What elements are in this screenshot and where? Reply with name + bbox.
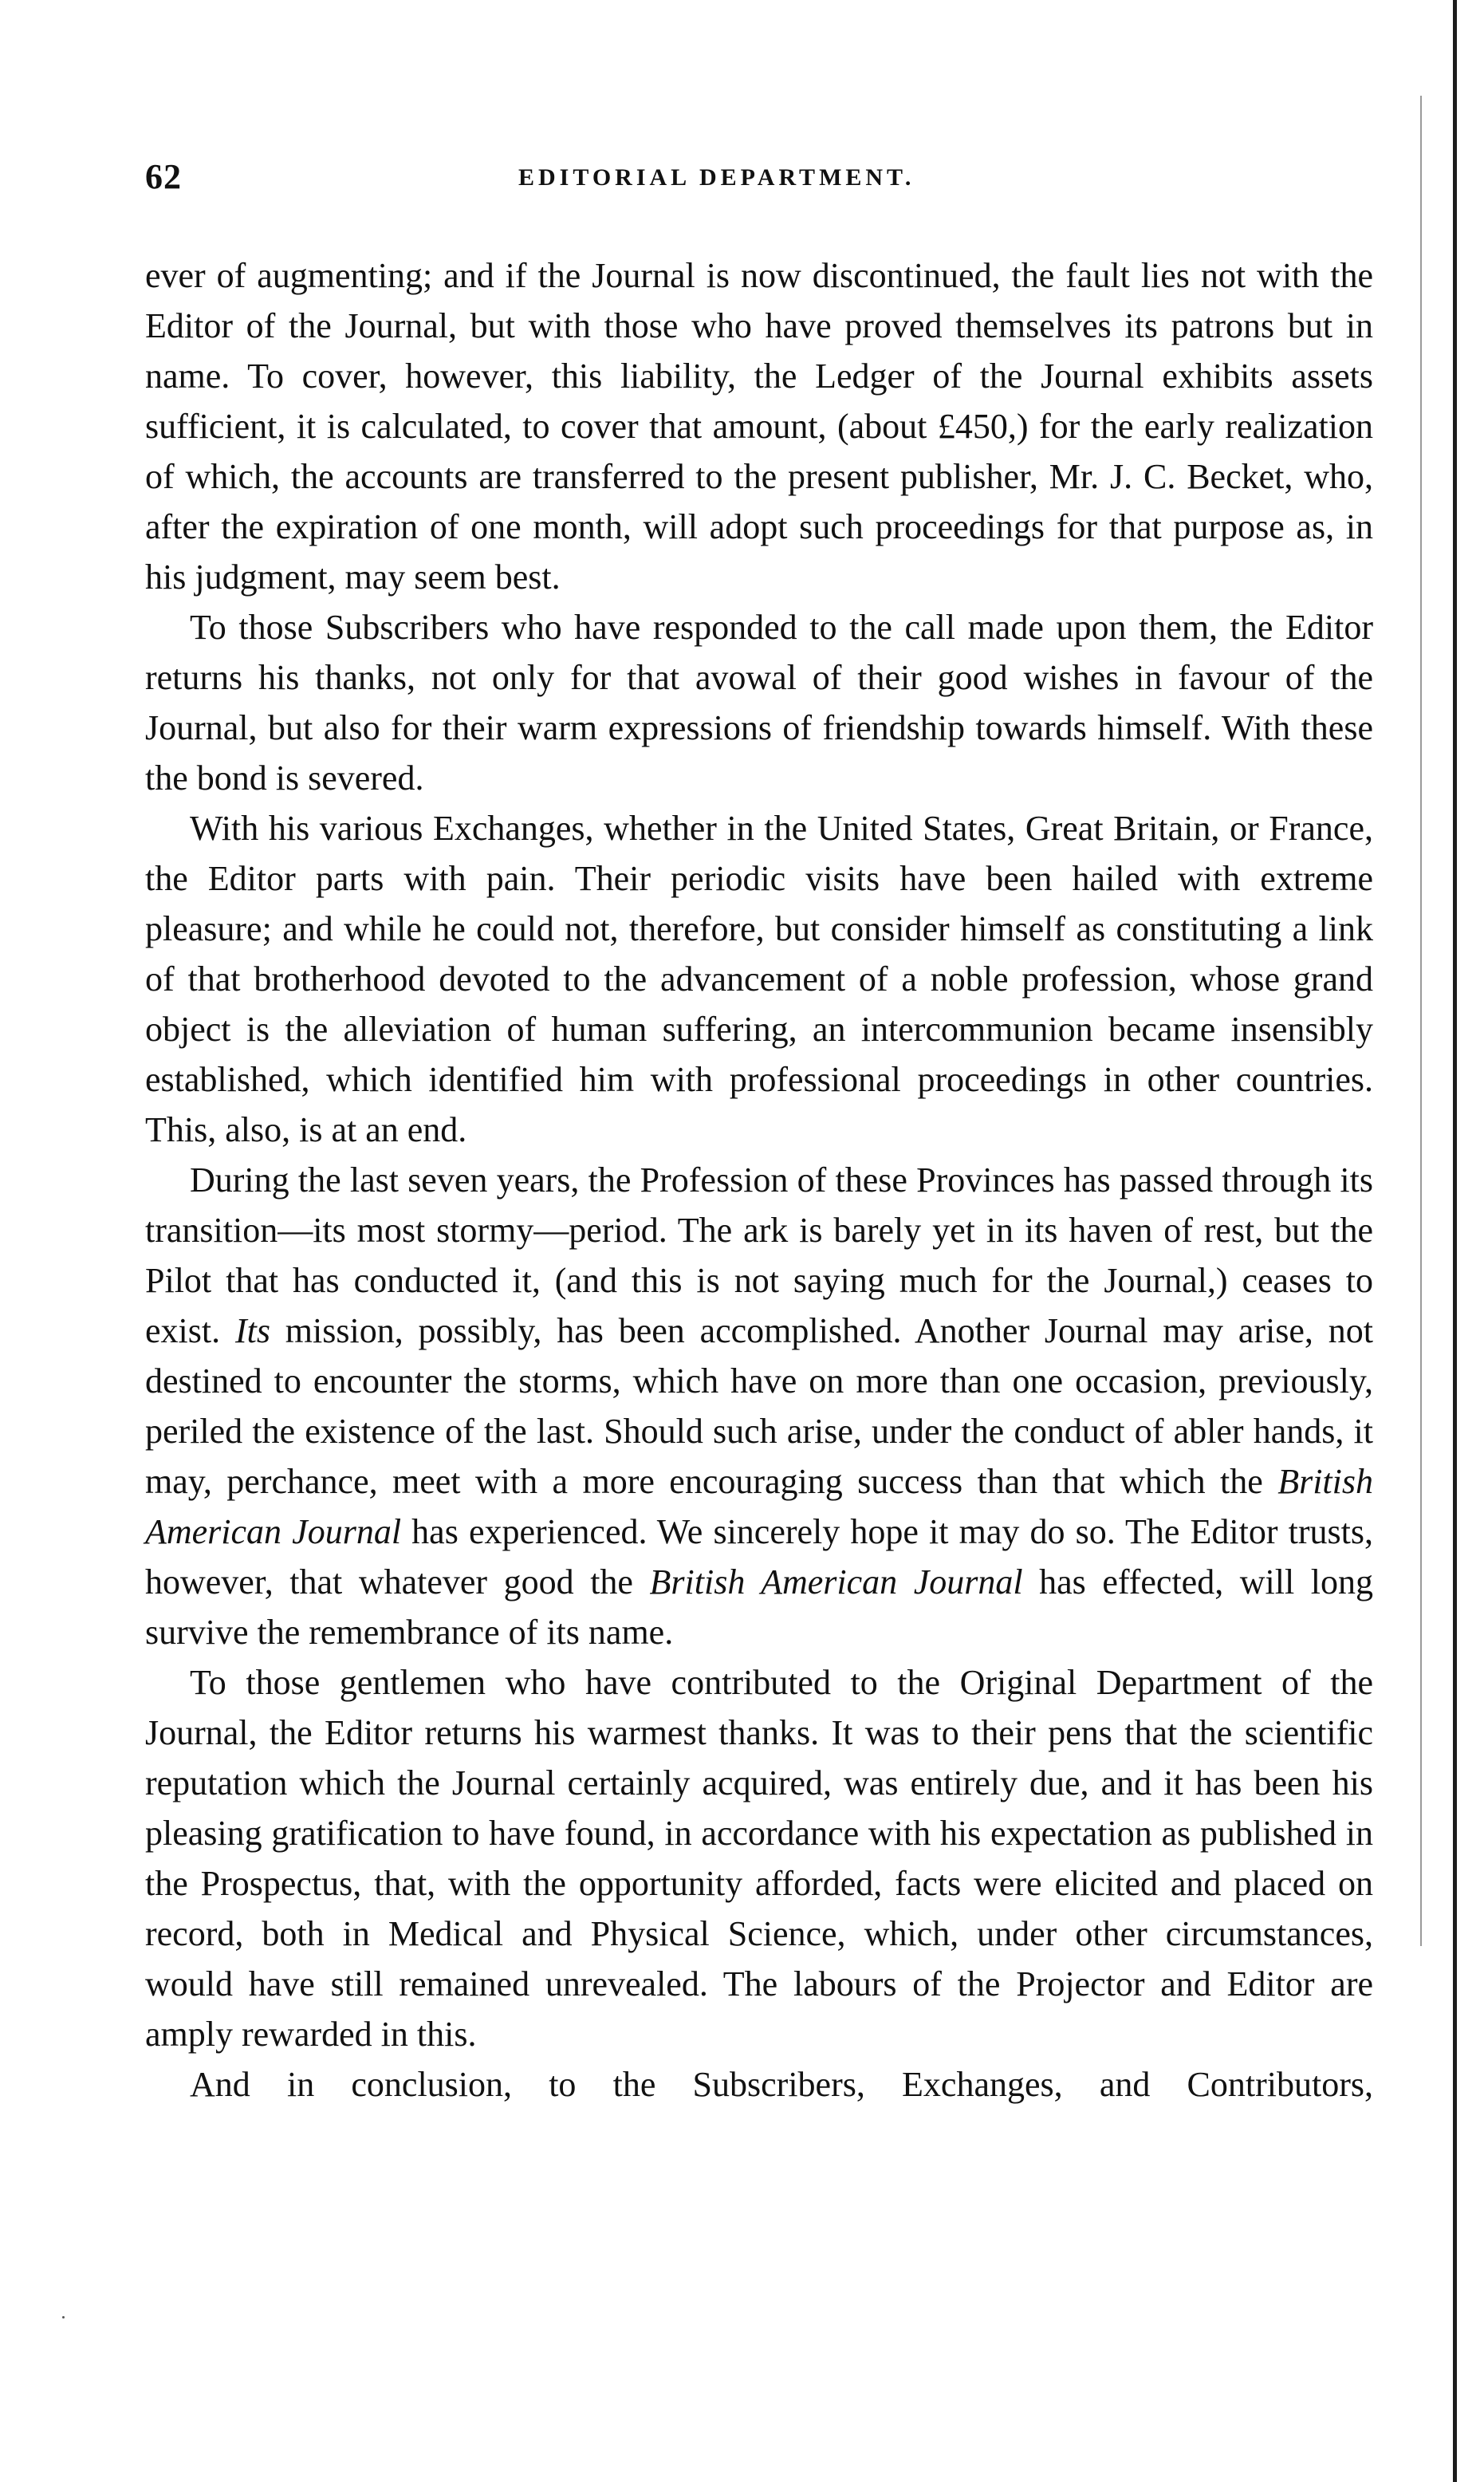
paragraph-conclusion: And in conclusion, to the Subscribers, Exchanges, and Contributors,: [190, 2065, 1373, 2104]
paragraph-profession: During the last seven years, the Profession of these Provinces has passed through its transition—its most stormy—period. The ark is barely yet in its haven of rest, but the Pilot that has conducted it, (and this is not saying much for the Journal,) ceases to exist. Its mission, possibly, has been accomplished. Another Journal may arise, not destined to encounter the storms, which have on more than one occasion, previously, periled the existence of the last. Should such arise, under the conduct of abler hands, it may, perchance, meet with a more encouraging success than that which the British American Journal has experienced. We sincerely hope it may do so. The Editor trusts, however, that whatever good the British American Journal has effected, will long survive the remembrance of its name.: [145, 1160, 1374, 1652]
paragraph-continued: ever of augmenting; and if the Journal is now discontinued, the fault lies not with the Editor of the Journal, but with those who have proved themselves its patrons but in name. To cover, however, this liability, the Ledger of the Journal exhibits assets sufficient, it is calculated, to cover that amount, (about £450,) for the early realization of which, the accounts are transferred to the present publisher, Mr. J. C. Becket, who, after the expiration of one month, will adopt such proceedings for that purpose as, in his judgment, may seem best.: [145, 256, 1373, 597]
page-number: 62: [145, 157, 182, 196]
scan-edge-line: [1420, 96, 1422, 1946]
scan-speck: [62, 2316, 65, 2319]
paragraph-subscribers: To those Subscribers who have responded to the call made upon them, the Editor returns his thanks, not only for that avowal of their good wishes in favour of the Journal, but also for their warm expressions of friendship towards himself. With these the bond is severed.: [145, 608, 1373, 798]
page-body: [145, 250, 1373, 2110]
scan-page-edge: [1453, 0, 1457, 2482]
paragraph-contributors: To those gentlemen who have contributed to the Original Department of the Journal, the Editor returns his warmest thanks. It was to their pens that the scientific reputation which the Journal certainly acquired, was entirely due, and it has been his pleasing gratification to have found, in accordance with his expectation as published in the Prospectus, that, with the opportunity afforded, facts were elicited and placed on record, both in Medical and Physical Science, which, under other circumstances, would have still remained unrevealed. The labours of the Projector and Editor are amply rewarded in this.: [145, 1663, 1373, 2054]
page-header: [0, 156, 1484, 204]
paragraph-exchanges: With his various Exchanges, whether in the United States, Great Britain, or France, the Editor parts with pain. Their periodic visits have been hailed with extreme pleasure; and while he could not, therefore, but consider himself as constituting a link of that brotherhood devoted to the advancement of a noble profession, whose grand object is the alleviation of human suffering, an intercommunion became insensibly established, which identified him with professional proceedings in other countries. This, also, is at an end.: [145, 809, 1373, 1149]
running-head: EDITORIAL DEPARTMENT.: [518, 164, 915, 191]
